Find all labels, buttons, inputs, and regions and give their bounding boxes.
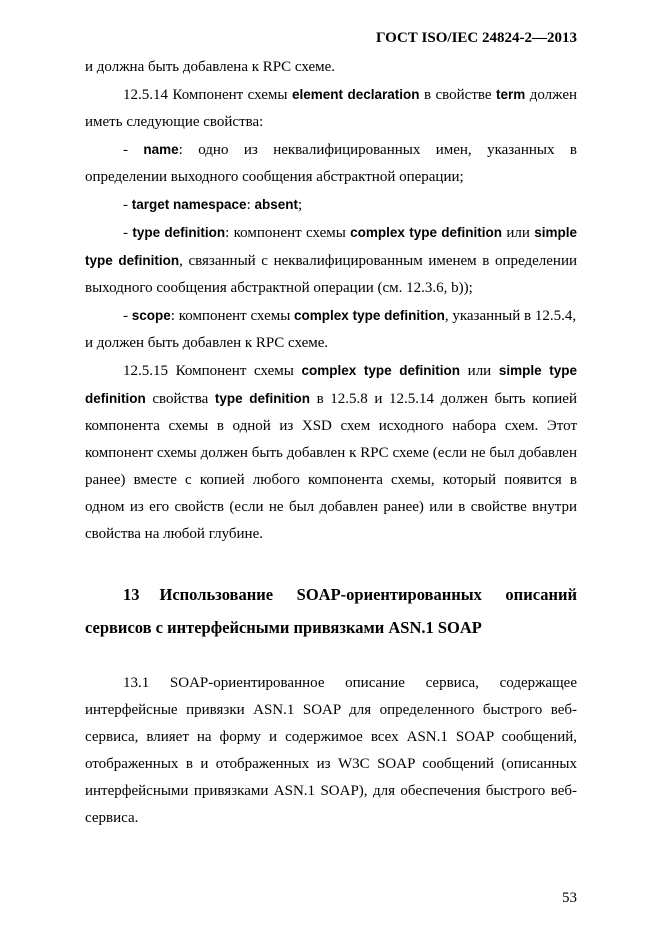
bold-term: absent [254,197,298,212]
text-run: Использование SOAP-ориентированных описаний сервисов с интерфейсными привязками ASN.1 SOAP [85,585,577,637]
bold-term: type definition [132,225,226,240]
paragraph [85,357,577,548]
text-run: : компонент схемы [225,225,351,241]
text-run: , указанный в 12.5.4, [444,308,577,324]
paragraph [85,219,577,302]
text-run: свойства [145,391,215,407]
text-run: - [123,197,132,213]
bold-term: simple type definition [85,225,578,268]
page-header: ГОСТ ISO/IEC 24824-2—2013 [375,30,577,46]
text-run: 12.5.15 Компонент схемы [123,363,302,379]
bold-term: term [496,87,526,102]
text-run: в 12.5.8 и 12.5.14 должен быть копией компонента схемы в одной из XSD схем исходного набора схем. Этот компонент схемы должен быть добавлен к RPC схеме (если не был добавлен ранее) вместе с копией любого компонента схемы, который появится в одном из его свойств (если не был добавлен ранее) или в свойстве внутри свойства на любой глубине. [85,391,577,542]
bold-term: complex type definition [350,225,503,240]
bold-term: simple type definition [85,363,578,406]
text-run: или [460,363,499,379]
text-run: 13.1 SOAP-ориентированное описание сервиса, содержащее интерфейсные привязки ASN.1 SOAP для определенного быстрого веб-сервиса, влияет на форму и содержимое всех ASN.1 SOAP сообщений, отображенных в и отображенных из W3C SOAP сообщений (описанных интерфейсными привязками ASN.1 SOAP), для обеспечения быстрого веб-сервиса. [85,675,577,826]
paragraph [85,81,577,136]
text-run: ; [298,197,303,213]
paragraph [85,136,577,191]
text-run: в свойстве [419,87,496,103]
bold-term: target namespace [131,197,247,212]
bold-term: type definition [214,391,310,406]
section-heading [85,578,577,644]
text-run: : компонент схемы [170,308,295,324]
bold-term: element declaration [291,87,420,102]
document-body [85,54,577,832]
text-run: и должен быть добавлен к RPC схеме. [85,335,329,351]
paragraph [85,670,577,832]
text-run: или [502,225,535,241]
text-run: - [123,225,133,241]
paragraph [85,330,577,357]
paragraph [85,54,577,81]
page-number: 53 [562,890,577,906]
bold-term: complex type definition [301,363,461,378]
text-run: , связанный с неквалифицированным именем в определении выходного сообщения абстрактной операции (см. 12.3.6, b)); [85,253,577,296]
bold-term: name [143,142,179,157]
text-run: - [123,142,144,158]
bold-term: complex type definition [294,308,445,323]
text-run: : одно из неквалифицированных имен, указанных в определении выходного сообщения абстрактной операции; [85,142,577,185]
paragraph [85,302,577,330]
text-run: и должна быть добавлена к RPC схеме. [85,59,336,75]
bold-term: scope [131,308,171,323]
text-run: 12.5.14 Компонент схемы [123,87,292,103]
paragraph [85,191,577,219]
text-run: : [246,197,255,213]
text-run: - [123,308,132,324]
text-run: должен иметь следующие свойства: [85,87,577,130]
section-number: 13 [123,585,140,604]
